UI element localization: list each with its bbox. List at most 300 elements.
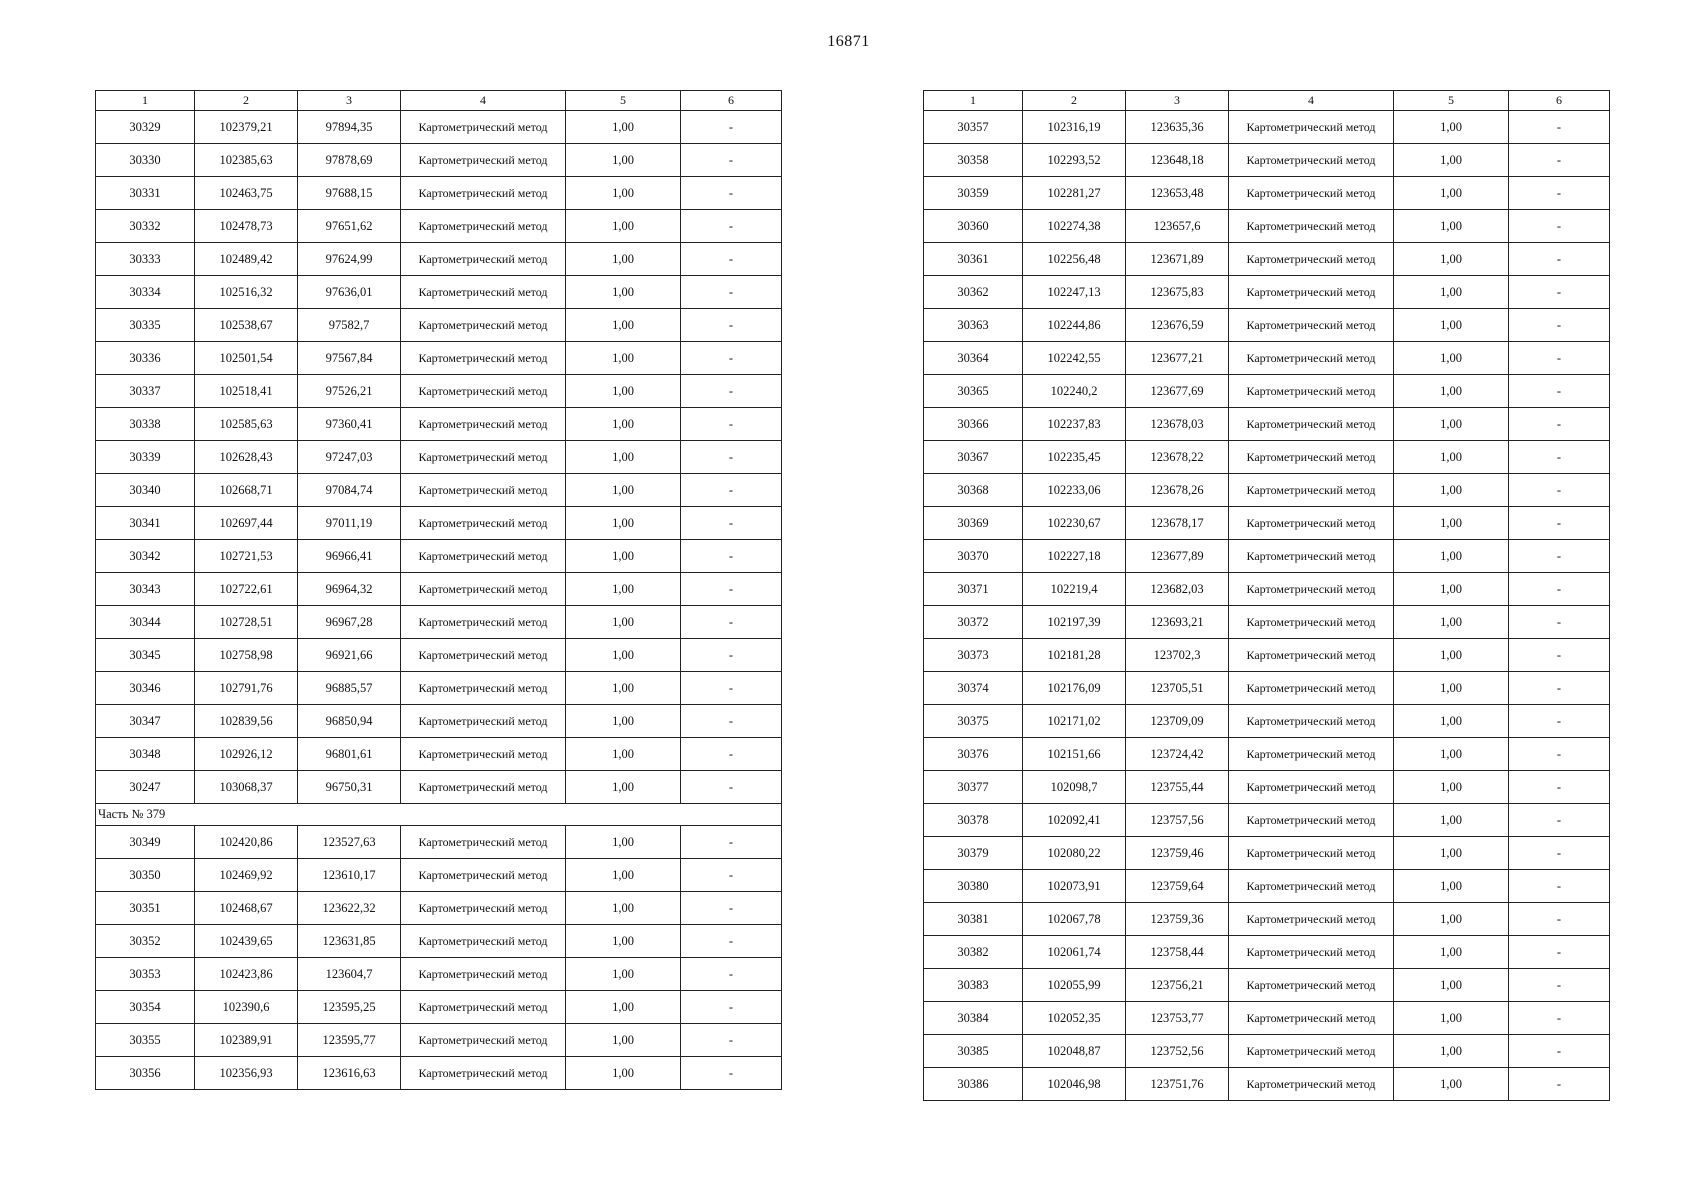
table-row — [96, 826, 782, 859]
description-cell: - — [681, 507, 782, 540]
point-number-cell: 30362 — [924, 276, 1023, 309]
x-coordinate-cell: 102171,02 — [1023, 705, 1126, 738]
point-number-cell: 30333 — [96, 243, 195, 276]
method-cell: Картометрический метод — [1229, 375, 1394, 408]
description-cell: - — [681, 177, 782, 210]
point-number-cell: 30343 — [96, 573, 195, 606]
x-coordinate-cell: 102247,13 — [1023, 276, 1126, 309]
method-cell: Картометрический метод — [401, 474, 566, 507]
y-coordinate-cell: 97360,41 — [298, 408, 401, 441]
table-row — [924, 210, 1610, 243]
y-coordinate-cell: 123758,44 — [1126, 936, 1229, 969]
point-number-cell: 30364 — [924, 342, 1023, 375]
method-cell: Картометрический метод — [401, 507, 566, 540]
method-cell: Картометрический метод — [401, 111, 566, 144]
x-coordinate-cell: 102067,78 — [1023, 903, 1126, 936]
point-number-cell: 30386 — [924, 1068, 1023, 1101]
point-number-cell: 30382 — [924, 936, 1023, 969]
point-number-cell: 30369 — [924, 507, 1023, 540]
method-cell: Картометрический метод — [401, 276, 566, 309]
y-coordinate-cell: 96964,32 — [298, 573, 401, 606]
accuracy-cell: 1,00 — [1394, 111, 1509, 144]
description-cell: - — [1509, 342, 1610, 375]
x-coordinate-cell: 102538,67 — [195, 309, 298, 342]
point-number-cell: 30358 — [924, 144, 1023, 177]
table-row — [96, 738, 782, 771]
point-number-cell: 30371 — [924, 573, 1023, 606]
description-cell: - — [681, 375, 782, 408]
point-number-cell: 30345 — [96, 639, 195, 672]
point-number-cell: 30350 — [96, 859, 195, 892]
point-number-cell: 30329 — [96, 111, 195, 144]
table-row — [924, 1035, 1610, 1068]
description-cell: - — [681, 991, 782, 1024]
description-cell: - — [1509, 1002, 1610, 1035]
accuracy-cell: 1,00 — [566, 210, 681, 243]
method-cell: Картометрический метод — [401, 144, 566, 177]
x-coordinate-cell: 102728,51 — [195, 606, 298, 639]
point-number-cell: 30351 — [96, 892, 195, 925]
description-cell: - — [681, 705, 782, 738]
point-number-cell: 30331 — [96, 177, 195, 210]
x-coordinate-cell: 102048,87 — [1023, 1035, 1126, 1068]
table-row — [924, 144, 1610, 177]
point-number-cell: 30370 — [924, 540, 1023, 573]
y-coordinate-cell: 123648,18 — [1126, 144, 1229, 177]
table-row — [924, 672, 1610, 705]
column-header-2: 2 — [195, 91, 298, 111]
point-number-cell: 30344 — [96, 606, 195, 639]
accuracy-cell: 1,00 — [566, 958, 681, 991]
accuracy-cell: 1,00 — [566, 892, 681, 925]
description-cell: - — [681, 672, 782, 705]
table-row — [96, 375, 782, 408]
accuracy-cell: 1,00 — [566, 507, 681, 540]
x-coordinate-cell: 102098,7 — [1023, 771, 1126, 804]
x-coordinate-cell: 102244,86 — [1023, 309, 1126, 342]
method-cell: Картометрический метод — [401, 441, 566, 474]
y-coordinate-cell: 123759,46 — [1126, 837, 1229, 870]
method-cell: Картометрический метод — [1229, 441, 1394, 474]
description-cell: - — [1509, 507, 1610, 540]
point-number-cell: 30383 — [924, 969, 1023, 1002]
point-number-cell: 30356 — [96, 1057, 195, 1090]
x-coordinate-cell: 102227,18 — [1023, 540, 1126, 573]
column-header-6: 6 — [1509, 91, 1610, 111]
point-number-cell: 30360 — [924, 210, 1023, 243]
point-number-cell: 30338 — [96, 408, 195, 441]
x-coordinate-cell: 102176,09 — [1023, 672, 1126, 705]
x-coordinate-cell: 102478,73 — [195, 210, 298, 243]
method-cell: Картометрический метод — [1229, 1002, 1394, 1035]
table-row — [924, 969, 1610, 1002]
y-coordinate-cell: 123682,03 — [1126, 573, 1229, 606]
accuracy-cell: 1,00 — [566, 606, 681, 639]
point-number-cell: 30381 — [924, 903, 1023, 936]
table-row — [96, 672, 782, 705]
point-number-cell: 30354 — [96, 991, 195, 1024]
column-header-2: 2 — [1023, 91, 1126, 111]
x-coordinate-cell: 102518,41 — [195, 375, 298, 408]
accuracy-cell: 1,00 — [1394, 540, 1509, 573]
x-coordinate-cell: 102469,92 — [195, 859, 298, 892]
method-cell: Картометрический метод — [1229, 672, 1394, 705]
x-coordinate-cell: 102256,48 — [1023, 243, 1126, 276]
y-coordinate-cell: 123755,44 — [1126, 771, 1229, 804]
description-cell: - — [681, 342, 782, 375]
point-number-cell: 30330 — [96, 144, 195, 177]
table-row — [96, 177, 782, 210]
table-row — [96, 991, 782, 1024]
point-number-cell: 30347 — [96, 705, 195, 738]
description-cell: - — [681, 606, 782, 639]
y-coordinate-cell: 97688,15 — [298, 177, 401, 210]
accuracy-cell: 1,00 — [1394, 210, 1509, 243]
accuracy-cell: 1,00 — [1394, 276, 1509, 309]
accuracy-cell: 1,00 — [566, 441, 681, 474]
method-cell: Картометрический метод — [401, 705, 566, 738]
point-number-cell: 30385 — [924, 1035, 1023, 1068]
accuracy-cell: 1,00 — [566, 1024, 681, 1057]
method-cell: Картометрический метод — [1229, 408, 1394, 441]
section-row — [96, 804, 782, 826]
x-coordinate-cell: 102061,74 — [1023, 936, 1126, 969]
description-cell: - — [681, 441, 782, 474]
point-number-cell: 30361 — [924, 243, 1023, 276]
table-row — [96, 111, 782, 144]
x-coordinate-cell: 102197,39 — [1023, 606, 1126, 639]
description-cell: - — [681, 408, 782, 441]
table-row — [924, 738, 1610, 771]
description-cell: - — [1509, 606, 1610, 639]
description-cell: - — [1509, 540, 1610, 573]
table-row — [96, 892, 782, 925]
column-header-1: 1 — [924, 91, 1023, 111]
table-row — [924, 507, 1610, 540]
y-coordinate-cell: 123616,63 — [298, 1057, 401, 1090]
accuracy-cell: 1,00 — [1394, 738, 1509, 771]
point-number-cell: 30359 — [924, 177, 1023, 210]
x-coordinate-cell: 102052,35 — [1023, 1002, 1126, 1035]
accuracy-cell: 1,00 — [1394, 837, 1509, 870]
x-coordinate-cell: 102926,12 — [195, 738, 298, 771]
accuracy-cell: 1,00 — [566, 826, 681, 859]
description-cell: - — [1509, 474, 1610, 507]
method-cell: Картометрический метод — [401, 991, 566, 1024]
y-coordinate-cell: 97247,03 — [298, 441, 401, 474]
column-header-3: 3 — [1126, 91, 1229, 111]
accuracy-cell: 1,00 — [566, 474, 681, 507]
accuracy-cell: 1,00 — [566, 859, 681, 892]
description-cell: - — [681, 243, 782, 276]
method-cell: Картометрический метод — [401, 892, 566, 925]
table-row — [96, 309, 782, 342]
x-coordinate-cell: 102092,41 — [1023, 804, 1126, 837]
accuracy-cell: 1,00 — [1394, 969, 1509, 1002]
point-number-cell: 30335 — [96, 309, 195, 342]
point-number-cell: 30367 — [924, 441, 1023, 474]
description-cell: - — [681, 210, 782, 243]
accuracy-cell: 1,00 — [1394, 672, 1509, 705]
method-cell: Картометрический метод — [1229, 276, 1394, 309]
x-coordinate-cell: 102585,63 — [195, 408, 298, 441]
table-row — [924, 936, 1610, 969]
method-cell: Картометрический метод — [1229, 804, 1394, 837]
column-header-6: 6 — [681, 91, 782, 111]
point-number-cell: 30376 — [924, 738, 1023, 771]
accuracy-cell: 1,00 — [566, 672, 681, 705]
column-header-5: 5 — [566, 91, 681, 111]
table-row — [924, 1068, 1610, 1101]
x-coordinate-cell: 102242,55 — [1023, 342, 1126, 375]
description-cell: - — [681, 573, 782, 606]
y-coordinate-cell: 96921,66 — [298, 639, 401, 672]
x-coordinate-cell: 102791,76 — [195, 672, 298, 705]
x-coordinate-cell: 102721,53 — [195, 540, 298, 573]
description-cell: - — [1509, 573, 1610, 606]
accuracy-cell: 1,00 — [1394, 870, 1509, 903]
y-coordinate-cell: 123759,36 — [1126, 903, 1229, 936]
point-number-cell: 30365 — [924, 375, 1023, 408]
description-cell: - — [681, 738, 782, 771]
method-cell: Картометрический метод — [401, 408, 566, 441]
y-coordinate-cell: 123610,17 — [298, 859, 401, 892]
description-cell: - — [1509, 1035, 1610, 1068]
table-row — [96, 474, 782, 507]
description-cell: - — [1509, 903, 1610, 936]
method-cell: Картометрический метод — [401, 925, 566, 958]
method-cell: Картометрический метод — [1229, 573, 1394, 606]
point-number-cell: 30340 — [96, 474, 195, 507]
accuracy-cell: 1,00 — [1394, 705, 1509, 738]
point-number-cell: 30368 — [924, 474, 1023, 507]
method-cell: Картометрический метод — [1229, 705, 1394, 738]
table-row — [96, 925, 782, 958]
method-cell: Картометрический метод — [1229, 870, 1394, 903]
x-coordinate-cell: 102390,6 — [195, 991, 298, 1024]
x-coordinate-cell: 102758,98 — [195, 639, 298, 672]
method-cell: Картометрический метод — [401, 540, 566, 573]
y-coordinate-cell: 96967,28 — [298, 606, 401, 639]
description-cell: - — [1509, 309, 1610, 342]
y-coordinate-cell: 123677,21 — [1126, 342, 1229, 375]
method-cell: Картометрический метод — [401, 771, 566, 804]
table-row — [96, 210, 782, 243]
x-coordinate-cell: 102489,42 — [195, 243, 298, 276]
point-number-cell: 30379 — [924, 837, 1023, 870]
method-cell: Картометрический метод — [1229, 903, 1394, 936]
description-cell: - — [1509, 276, 1610, 309]
accuracy-cell: 1,00 — [1394, 243, 1509, 276]
column-header-3: 3 — [298, 91, 401, 111]
description-cell: - — [1509, 177, 1610, 210]
description-cell: - — [681, 826, 782, 859]
y-coordinate-cell: 97894,35 — [298, 111, 401, 144]
table-row — [924, 573, 1610, 606]
y-coordinate-cell: 97084,74 — [298, 474, 401, 507]
x-coordinate-cell: 102439,65 — [195, 925, 298, 958]
y-coordinate-cell: 123595,77 — [298, 1024, 401, 1057]
accuracy-cell: 1,00 — [1394, 771, 1509, 804]
y-coordinate-cell: 96801,61 — [298, 738, 401, 771]
y-coordinate-cell: 123671,89 — [1126, 243, 1229, 276]
x-coordinate-cell: 102385,63 — [195, 144, 298, 177]
table-row — [924, 903, 1610, 936]
point-number-cell: 30339 — [96, 441, 195, 474]
description-cell: - — [681, 276, 782, 309]
method-cell: Картометрический метод — [1229, 507, 1394, 540]
description-cell: - — [1509, 969, 1610, 1002]
table-row — [96, 276, 782, 309]
description-cell: - — [681, 144, 782, 177]
table-row — [96, 1024, 782, 1057]
x-coordinate-cell: 102356,93 — [195, 1057, 298, 1090]
description-cell: - — [1509, 408, 1610, 441]
y-coordinate-cell: 123677,89 — [1126, 540, 1229, 573]
description-cell: - — [1509, 837, 1610, 870]
description-cell: - — [1509, 771, 1610, 804]
y-coordinate-cell: 123705,51 — [1126, 672, 1229, 705]
accuracy-cell: 1,00 — [1394, 1068, 1509, 1101]
point-number-cell: 30337 — [96, 375, 195, 408]
description-cell: - — [1509, 870, 1610, 903]
table-row — [924, 837, 1610, 870]
x-coordinate-cell: 102463,75 — [195, 177, 298, 210]
x-coordinate-cell: 102073,91 — [1023, 870, 1126, 903]
method-cell: Картометрический метод — [1229, 1068, 1394, 1101]
point-number-cell: 30336 — [96, 342, 195, 375]
x-coordinate-cell: 102181,28 — [1023, 639, 1126, 672]
table-row — [96, 859, 782, 892]
y-coordinate-cell: 96850,94 — [298, 705, 401, 738]
accuracy-cell: 1,00 — [566, 991, 681, 1024]
accuracy-cell: 1,00 — [566, 111, 681, 144]
accuracy-cell: 1,00 — [1394, 408, 1509, 441]
method-cell: Картометрический метод — [401, 210, 566, 243]
table-row — [924, 771, 1610, 804]
x-coordinate-cell: 102379,21 — [195, 111, 298, 144]
y-coordinate-cell: 123604,7 — [298, 958, 401, 991]
method-cell: Картометрический метод — [401, 243, 566, 276]
point-number-cell: 30357 — [924, 111, 1023, 144]
accuracy-cell: 1,00 — [566, 144, 681, 177]
y-coordinate-cell: 123657,6 — [1126, 210, 1229, 243]
x-coordinate-cell: 102316,19 — [1023, 111, 1126, 144]
accuracy-cell: 1,00 — [1394, 342, 1509, 375]
accuracy-cell: 1,00 — [1394, 1002, 1509, 1035]
x-coordinate-cell: 102240,2 — [1023, 375, 1126, 408]
method-cell: Картометрический метод — [401, 177, 566, 210]
description-cell: - — [1509, 804, 1610, 837]
method-cell: Картометрический метод — [1229, 210, 1394, 243]
x-coordinate-cell: 102237,83 — [1023, 408, 1126, 441]
section-label: Часть № 379 — [96, 804, 782, 826]
table-row — [924, 342, 1610, 375]
method-cell: Картометрический метод — [1229, 309, 1394, 342]
table-row — [924, 375, 1610, 408]
y-coordinate-cell: 123677,69 — [1126, 375, 1229, 408]
table-row — [924, 111, 1610, 144]
method-cell: Картометрический метод — [401, 672, 566, 705]
y-coordinate-cell: 123702,3 — [1126, 639, 1229, 672]
table-row — [96, 540, 782, 573]
description-cell: - — [681, 958, 782, 991]
description-cell: - — [681, 771, 782, 804]
x-coordinate-cell: 103068,37 — [195, 771, 298, 804]
table-row — [96, 573, 782, 606]
description-cell: - — [1509, 639, 1610, 672]
y-coordinate-cell: 123622,32 — [298, 892, 401, 925]
point-number-cell: 30375 — [924, 705, 1023, 738]
point-number-cell: 30380 — [924, 870, 1023, 903]
y-coordinate-cell: 97526,21 — [298, 375, 401, 408]
x-coordinate-cell: 102628,43 — [195, 441, 298, 474]
point-number-cell: 30355 — [96, 1024, 195, 1057]
method-cell: Картометрический метод — [401, 309, 566, 342]
accuracy-cell: 1,00 — [1394, 144, 1509, 177]
y-coordinate-cell: 123595,25 — [298, 991, 401, 1024]
y-coordinate-cell: 123675,83 — [1126, 276, 1229, 309]
point-number-cell: 30352 — [96, 925, 195, 958]
accuracy-cell: 1,00 — [1394, 573, 1509, 606]
method-cell: Картометрический метод — [401, 375, 566, 408]
table-row — [924, 705, 1610, 738]
table-row — [924, 441, 1610, 474]
point-number-cell: 30372 — [924, 606, 1023, 639]
accuracy-cell: 1,00 — [566, 573, 681, 606]
y-coordinate-cell: 123693,21 — [1126, 606, 1229, 639]
description-cell: - — [681, 309, 782, 342]
y-coordinate-cell: 123678,03 — [1126, 408, 1229, 441]
table-row — [924, 177, 1610, 210]
y-coordinate-cell: 96966,41 — [298, 540, 401, 573]
y-coordinate-cell: 97582,7 — [298, 309, 401, 342]
point-number-cell: 30348 — [96, 738, 195, 771]
table-row — [924, 804, 1610, 837]
x-coordinate-cell: 102151,66 — [1023, 738, 1126, 771]
accuracy-cell: 1,00 — [1394, 375, 1509, 408]
column-header-4: 4 — [401, 91, 566, 111]
y-coordinate-cell: 97567,84 — [298, 342, 401, 375]
description-cell: - — [681, 474, 782, 507]
accuracy-cell: 1,00 — [1394, 507, 1509, 540]
accuracy-cell: 1,00 — [566, 771, 681, 804]
description-cell: - — [681, 1024, 782, 1057]
y-coordinate-cell: 97636,01 — [298, 276, 401, 309]
method-cell: Картометрический метод — [401, 606, 566, 639]
accuracy-cell: 1,00 — [566, 408, 681, 441]
method-cell: Картометрический метод — [401, 859, 566, 892]
description-cell: - — [1509, 705, 1610, 738]
method-cell: Картометрический метод — [1229, 1035, 1394, 1068]
point-number-cell: 30346 — [96, 672, 195, 705]
table-row — [924, 243, 1610, 276]
method-cell: Картометрический метод — [1229, 111, 1394, 144]
accuracy-cell: 1,00 — [1394, 474, 1509, 507]
x-coordinate-cell: 102516,32 — [195, 276, 298, 309]
table-row — [96, 243, 782, 276]
page-number: 16871 — [827, 33, 870, 50]
accuracy-cell: 1,00 — [566, 639, 681, 672]
accuracy-cell: 1,00 — [566, 705, 681, 738]
accuracy-cell: 1,00 — [1394, 606, 1509, 639]
x-coordinate-cell: 102839,56 — [195, 705, 298, 738]
description-cell: - — [1509, 936, 1610, 969]
accuracy-cell: 1,00 — [566, 375, 681, 408]
table-row — [96, 408, 782, 441]
y-coordinate-cell: 123759,64 — [1126, 870, 1229, 903]
method-cell: Картометрический метод — [1229, 837, 1394, 870]
